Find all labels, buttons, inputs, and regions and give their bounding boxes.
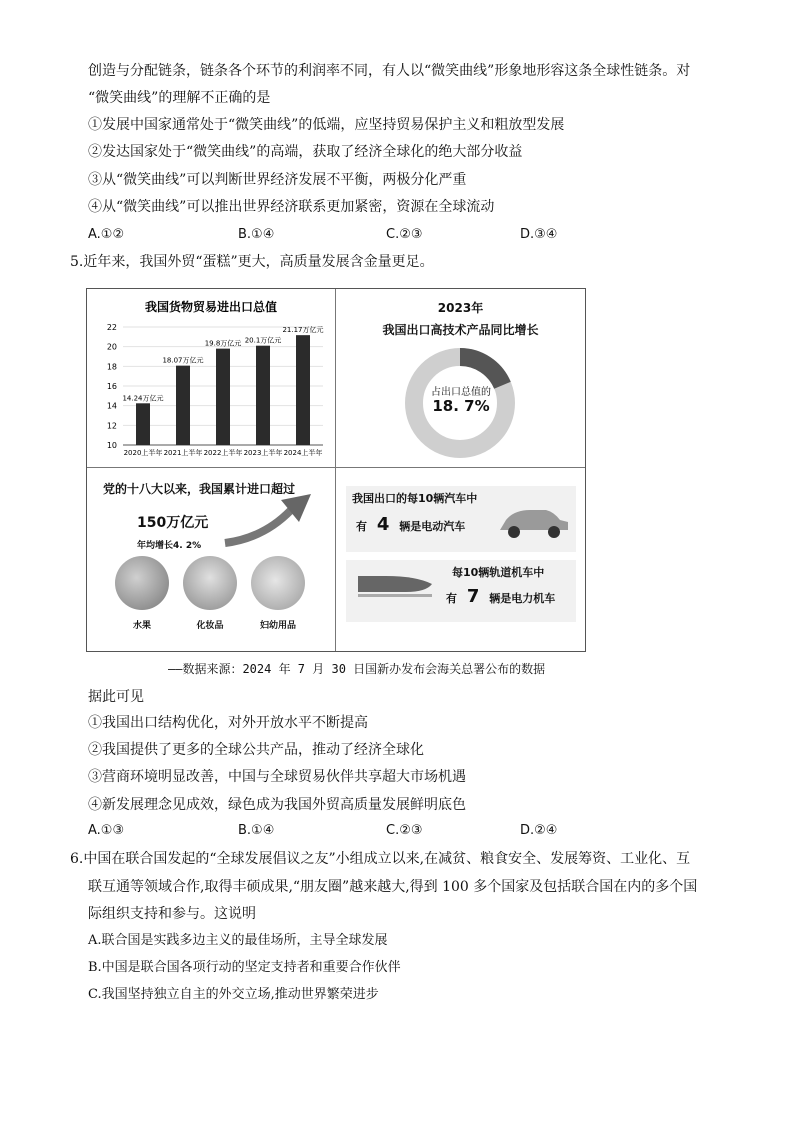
car-line-2-pre: 有	[356, 520, 367, 533]
bar	[296, 335, 310, 445]
x-tick-label: 2020上半年	[123, 449, 163, 457]
q5-statement-1: ①我国出口结构优化，对外开放水平不断提高	[88, 715, 368, 731]
train-line-2-post: 辆是电力机车	[489, 592, 556, 605]
q5-statement-4: ④新发展理念见成效，绿色成为我国外贸高质量发展鲜明底色	[88, 797, 466, 813]
bar	[136, 403, 150, 445]
q5-lead: 据此可见	[88, 689, 144, 705]
bar-value-label: 21.17万亿元	[282, 326, 324, 335]
x-tick-label: 2021上半年	[163, 449, 203, 457]
donut-value: 18. 7%	[432, 397, 490, 415]
imports-panel	[87, 468, 335, 651]
q6-stem-2: 联互通等领域合作,取得丰硕成果,“朋友圈”越来越大,得到 100 多个国家及包括联合国在内的多个国	[88, 879, 698, 895]
q5-option-b[interactable]: B.①④	[238, 823, 275, 838]
q5-statement-2: ②我国提供了更多的全球公共产品，推动了经济全球化	[88, 742, 424, 758]
bar	[216, 349, 230, 445]
q5-option-a[interactable]: A.①③	[88, 823, 125, 838]
trade-bar-chart-panel	[87, 289, 335, 467]
hightech-year: 2023年	[437, 301, 484, 315]
q4-option-d[interactable]: D.③④	[520, 227, 558, 242]
donut-slice	[460, 357, 502, 385]
car-line-1: 我国出口的每10辆汽车中	[352, 492, 478, 505]
infographic-figure	[86, 288, 586, 652]
train-count: 7	[466, 586, 480, 607]
y-tick-label: 18	[106, 362, 117, 372]
q4-option-a[interactable]: A.①②	[88, 227, 125, 242]
q6-option-b[interactable]: B.中国是联合国各项行动的坚定支持者和重要合作伙伴	[88, 960, 401, 975]
q5-option-d[interactable]: D.②④	[520, 823, 558, 838]
bar-value-label: 20.1万亿元	[244, 336, 282, 345]
train-icon	[356, 570, 436, 600]
q5-option-c[interactable]: C.②③	[386, 823, 423, 838]
q4-statement-1: ①发展中国家通常处于“微笑曲线”的低端，应坚持贸易保护主义和粗放型发展	[88, 117, 565, 133]
q4-statement-4: ④从“微笑曲线”可以推出世界经济联系更加紧密，资源在全球流动	[88, 199, 495, 215]
y-tick-label: 16	[106, 382, 117, 391]
q4-statement-3: ③从“微笑曲线”可以判断世界经济发展不平衡，两极分化严重	[88, 172, 467, 188]
bar	[256, 346, 270, 445]
electric-car-icon	[496, 502, 576, 542]
q4-continuation-1: 创造与分配链条，链条各个环节的利润率不同，有人以“微笑曲线”形象地形容这条全球性链条。对	[88, 63, 691, 79]
q4-statement-2: ②发达国家处于“微笑曲线”的高端，获取了经济全球化的绝大部分收益	[88, 144, 523, 160]
baby-products-icon	[251, 556, 305, 610]
fruit-icon	[115, 556, 169, 610]
y-tick-label: 12	[106, 421, 117, 431]
q6-option-a[interactable]: A.联合国是实践多边主义的最佳场所，主导全球发展	[88, 933, 388, 948]
imports-title: 党的十八大以来，我国累计进口超过	[103, 482, 296, 496]
imports-amount: 150万亿元	[137, 515, 209, 531]
item-label-baby: 妇幼用品	[259, 621, 296, 631]
q5-stem: 5.近年来，我国外贸“蛋糕”更大，高质量发展含金量更足。	[70, 254, 434, 270]
q4-option-c[interactable]: C.②③	[386, 227, 423, 242]
q6-option-c[interactable]: C.我国坚持独立自主的外交立场,推动世界繁荣进步	[88, 987, 379, 1002]
y-tick-label: 20	[106, 342, 117, 352]
y-tick-label: 10	[106, 441, 117, 450]
q4-option-b[interactable]: B.①④	[238, 227, 275, 242]
x-tick-label: 2023上半年	[243, 449, 283, 457]
trade-bar-chart	[87, 289, 335, 467]
vehicles-panel	[336, 468, 585, 651]
q6-stem-3: 际组织支持和参与。这说明	[88, 906, 256, 922]
car-line-2-post: 辆是电动汽车	[399, 520, 466, 533]
y-tick-label: 14	[106, 401, 117, 411]
bar-value-label: 18.07万亿元	[162, 356, 204, 365]
item-label-cosmetics: 化妆品	[196, 621, 224, 631]
x-tick-label: 2022上半年	[203, 449, 243, 457]
data-source: ——数据来源：2024 年 7 月 30 日国新办发布会海关总署公布的数据	[168, 662, 546, 676]
q4-continuation-2: “微笑曲线”的理解不正确的是	[88, 90, 271, 106]
train-line-1: 每10辆轨道机车中	[452, 566, 545, 579]
hightech-export-panel	[336, 289, 585, 467]
x-tick-label: 2024上半年	[283, 449, 323, 457]
bar-value-label: 14.24万亿元	[122, 394, 164, 403]
hightech-title: 我国出口高技术产品同比增长	[382, 323, 539, 337]
q6-stem-1: 6.中国在联合国发起的“全球发展倡议之友”小组成立以来,在减贫、粮食安全、发展筹资、工业化、互	[70, 851, 691, 867]
cosmetics-icon	[183, 556, 237, 610]
q5-statement-3: ③营商环境明显改善，中国与全球贸易伙伴共享超大市场机遇	[88, 769, 466, 785]
car-count: 4	[376, 514, 390, 535]
train-line-2-pre: 有	[446, 592, 457, 605]
bar-chart-title: 我国货物贸易进出口总值	[144, 300, 278, 314]
bar-value-label: 19.8万亿元	[204, 339, 242, 348]
imports-growth: 年均增长4. 2%	[137, 541, 202, 551]
y-tick-label: 22	[106, 323, 117, 332]
growth-arrow-icon	[219, 488, 319, 548]
donut-caption: 占出口总值的	[431, 387, 491, 398]
bar	[176, 366, 190, 445]
item-label-fruit: 水果	[132, 621, 151, 631]
